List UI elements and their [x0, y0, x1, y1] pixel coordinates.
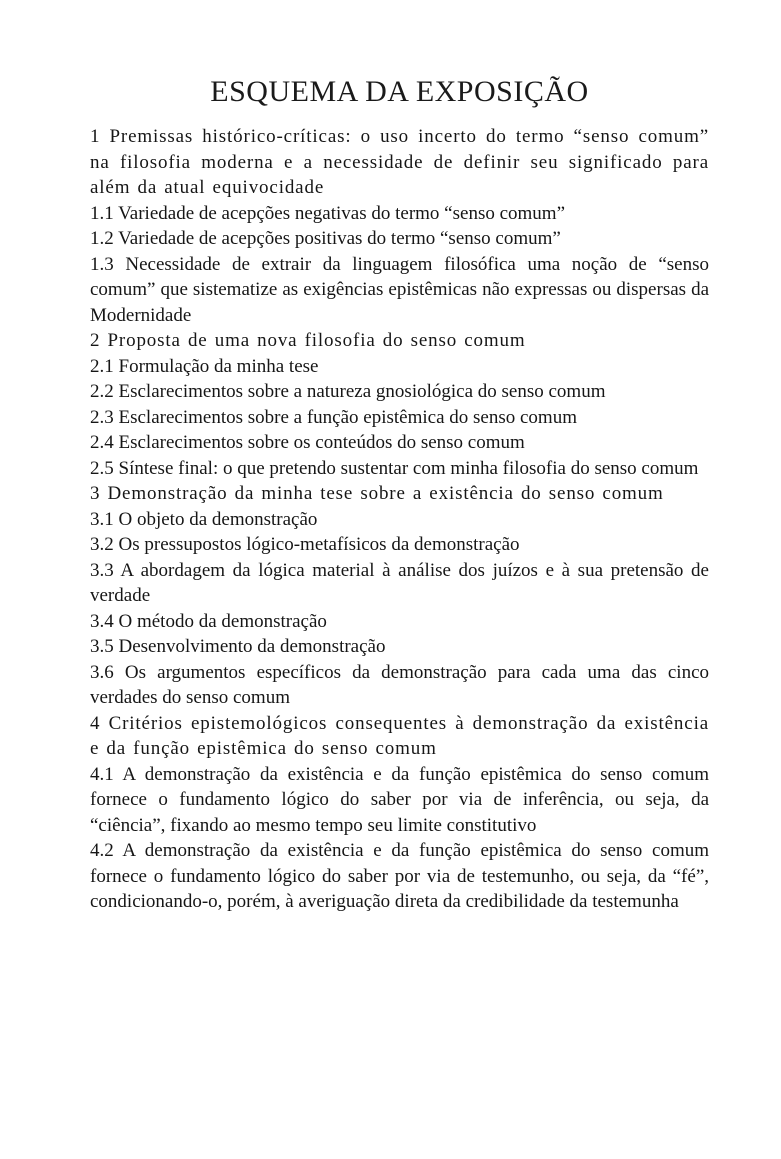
outline-item-text: A demonstração da existência e da função epistêmica do senso comum fornece o fundamento lógico do saber por via de inferência, ou seja, da “ciência”, fixando ao mesmo tempo seu limite constitutivo [90, 763, 710, 836]
outline-item-number: 1.2 [90, 228, 114, 249]
outline-item-text: Critérios epistemológicos consequentes à demonstração da existência e da função epistêmica do senso comum [90, 712, 709, 759]
outline-item [90, 379, 709, 405]
outline-item [90, 456, 709, 482]
outline-item-text: Proposta de uma nova filosofia do senso comum [107, 330, 526, 351]
outline-item-text: Variedade de acepções positivas do termo “senso comum” [118, 228, 561, 249]
outline-item-number: 3 [90, 483, 101, 504]
outline-item-text: Premissas histórico-críticas: o uso incerto do termo “senso comum” na filosofia moderna e a necessidade de definir seu significado para além da atual equivocidade [90, 126, 709, 198]
outline-item-number: 3.6 [90, 661, 114, 683]
outline-item-number: 2.4 [90, 432, 114, 453]
outline-item [90, 430, 709, 456]
outline-item-text: Desenvolvimento da demonstração [118, 636, 386, 657]
outline-item-text: A abordagem da lógica material à análise dos juízos e à sua pretensão de verdade [90, 559, 709, 606]
outline-item-number: 2 [90, 330, 101, 351]
outline-item-text: O método da demonstração [118, 610, 327, 632]
outline-item [90, 328, 709, 354]
outline-item-number: 3.5 [90, 636, 114, 657]
outline-item-number: 1.1 [90, 202, 114, 224]
outline-item [90, 558, 709, 609]
outline-item-text: Esclarecimentos sobre a função epistêmica do senso comum [118, 406, 577, 428]
outline-item-number: 2.2 [90, 381, 114, 402]
outline-item-text: Síntese final: o que pretendo sustentar com minha filosofia do senso comum [118, 457, 699, 479]
outline-item [90, 532, 709, 558]
outline-item-number: 2.1 [90, 355, 114, 377]
outline-item [90, 252, 709, 329]
outline-item-text: Os pressupostos lógico-metafísicos da demonstração [118, 534, 520, 555]
outline-item [90, 838, 709, 915]
outline-item [90, 762, 709, 839]
outline-item-number: 4.1 [90, 763, 114, 785]
outline-item-text: Esclarecimentos sobre a natureza gnosiológica do senso comum [118, 381, 606, 402]
outline-item [90, 405, 709, 431]
outline-item-text: A demonstração da existência e da função epistêmica do senso comum fornece o fundamento lógico do saber por via de testemunho, ou seja, da “fé”, condicionando-o, porém, à averiguação direta da credibilidade da testemunha [90, 840, 710, 912]
outline-item [90, 711, 709, 762]
outline-item-text: Formulação da minha tese [118, 355, 319, 377]
outline-item-number: 3.3 [90, 559, 114, 581]
outline-item-number: 4.2 [90, 840, 114, 861]
outline-item [90, 354, 709, 380]
outline-item-text: O objeto da demonstração [118, 508, 318, 530]
outline-item-number: 3.2 [90, 534, 114, 555]
outline-item-text: Os argumentos específicos da demonstração para cada uma das cinco verdades do senso comum [90, 661, 710, 708]
outline-item-number: 2.5 [90, 457, 114, 479]
outline-item-text: Esclarecimentos sobre os conteúdos do senso comum [118, 432, 525, 453]
outline-item-number: 3.4 [90, 610, 114, 632]
outline-item [90, 481, 709, 507]
outline-item [90, 609, 709, 635]
outline-item-text: Necessidade de extrair da linguagem filosófica uma noção de “senso comum” que sistematize as exigências epistêmicas não expressas ou dispersas da Modernidade [90, 253, 709, 326]
outline-item [90, 634, 709, 660]
outline-item-text: Demonstração da minha tese sobre a existência do senso comum [107, 483, 664, 504]
outline-item [90, 507, 709, 533]
outline-item-text: Variedade de acepções negativas do termo “senso comum” [118, 202, 566, 224]
outline-list [90, 124, 709, 915]
outline-item [90, 226, 709, 252]
outline-item-number: 2.3 [90, 406, 114, 428]
outline-item-number: 1.3 [90, 253, 114, 275]
outline-item [90, 660, 709, 711]
outline-item-number: 1 [90, 126, 101, 147]
outline-item-number: 3.1 [90, 508, 114, 530]
outline-item [90, 124, 709, 201]
page-title: ESQUEMA DA EXPOSIÇÃO [210, 75, 589, 108]
outline-item-number: 4 [90, 712, 101, 734]
outline-item [90, 201, 709, 227]
